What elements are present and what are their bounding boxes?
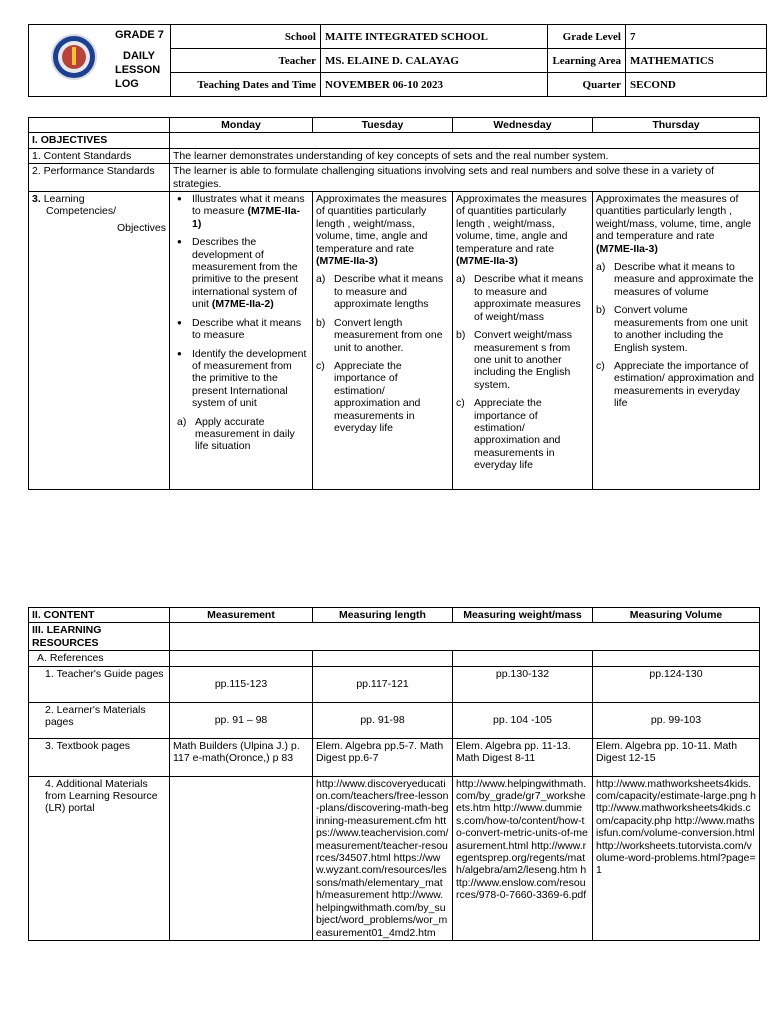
table-cell (170, 776, 313, 940)
topic-tuesday: Measuring length (313, 608, 453, 623)
list-item: b) Convert length measurement from one unit to another. (316, 316, 443, 354)
list-item: ● Illustrates what it means to measure (M7ME-IIa-1) (173, 193, 309, 230)
table-cell: pp. 104 -105 (453, 702, 593, 738)
table-cell: pp. 91 – 98 (170, 702, 313, 738)
objectives-section: I. OBJECTIVES (29, 133, 170, 148)
list-item: a) Describe what it means to measure and approximate measures of weight/mass (456, 273, 584, 323)
learning-area-label: Learning Area (548, 49, 626, 73)
references-label: A. References (29, 651, 170, 666)
table-cell: pp.115-123 (170, 666, 313, 702)
learners-materials-label: 2. Learner's Materials pages (29, 702, 170, 738)
table-cell: Elem. Algebra pp.5-7. Math Digest pp.6-7 (313, 738, 453, 776)
school-value: MAITE INTEGRATED SCHOOL (321, 25, 548, 49)
links-wednesday[interactable]: http://www.helpingwithmath.com/by_grade/gr7_worksheets.htm http://www.dummies.com/how-to/content/how-to-convert-metric-units-of-measurement.html http://www.regentsprep.org/regents/math/algebra/am2/leseng.htm http://www.enslow.com/resources/978-0-7660-3369-6.pdf (453, 776, 593, 940)
header-table (28, 24, 767, 97)
content-standards-text: The learner demonstrates understanding of key concepts of sets and the real number system. (170, 148, 760, 163)
textbook-label: 3. Textbook pages (29, 738, 170, 776)
content-standards-label: 1. Content Standards (29, 148, 170, 163)
teacher-value: MS. ELAINE D. CALAYAG (321, 49, 548, 73)
dates-value: NOVEMBER 06-10 2023 (321, 73, 548, 97)
topic-thursday: Measuring Volume (593, 608, 760, 623)
dates-label: Teaching Dates and Time (171, 73, 321, 97)
links-thursday[interactable]: http://www.mathworksheets4kids.com/capacity/estimate-large.png http://www.mathworksheets4kids.com/capacity.php http://www.mathsisfun.com/volume-conversion.html http://worksheets.tutorvista.com/volume-word-problems.html?page=1 (593, 776, 760, 940)
table-cell: Elem. Algebra pp. 11-13. Math Digest 8-11 (453, 738, 593, 776)
additional-materials-label: 4. Additional Materials from Learning Resource (LR) portal (29, 776, 170, 940)
teacher-label: Teacher (171, 49, 321, 73)
day-header-thursday: Thursday (593, 118, 760, 133)
list-item: a) Describe what it means to measure and approximate the measures of volume (596, 261, 754, 298)
table-cell: Elem. Algebra pp. 10-11. Math Digest 12-15 (593, 738, 760, 776)
thursday-objectives: Approximates the measures of quantities particularly length , weight/mass, volume, time, angle and temperature and rate (M7ME-IIa-3) a) Describe what it means to measure and approximate the measures of volume b) Convert volume measurements from one unit to another including the English system. c) Appreciate the importance of estimation/ approximation and measurements in everyday life (593, 192, 760, 490)
topic-monday: Measurement (170, 608, 313, 623)
table-cell: pp.124-130 (593, 666, 760, 702)
learning-resources-section: III. LEARNING RESOURCES (29, 623, 170, 651)
list-item: ● Describe what it means to measure (173, 317, 309, 342)
list-item: c) Appreciate the importance of estimation/ approximation and measurements in everyday life (596, 359, 755, 410)
grade-level-value: 7 (626, 25, 767, 49)
list-item: a) Describe what it means to measure and approximate lengths (316, 273, 444, 311)
content-section: II. CONTENT (29, 608, 170, 623)
school-label: School (171, 25, 321, 49)
deped-seal-icon (51, 34, 97, 80)
dll-title: DAILY LESSON LOG (115, 50, 161, 90)
day-header-wednesday: Wednesday (453, 118, 593, 133)
list-item: a) Apply accurate measurement in daily life situation (177, 415, 295, 453)
wednesday-objectives: Approximates the measures of quantities particularly length , weight/mass, volume, time, angle and temperature and rate (M7ME-IIa-3) a) Describe what it means to measure and approximate measures of weight/mass b) Convert weight/mass measurement s from one unit to another including the English system. c) Appreciate the importance of estimation/ approximation and measurements in everyday life (453, 192, 593, 490)
list-item: ● Identify the development of measurement from the primitive to the present International system of unit (173, 348, 309, 410)
table-cell: pp.130-132 (453, 666, 593, 702)
quarter-value: SECOND (626, 73, 767, 97)
list-item: c) Appreciate the importance of estimation/ approximation and measurements in everyday life (456, 397, 561, 472)
table-cell: pp. 99-103 (593, 702, 760, 738)
grade-title: GRADE 7 (115, 29, 164, 41)
quarter-label: Quarter (548, 73, 626, 97)
learning-area-value: MATHEMATICS (626, 49, 767, 73)
day-header-monday: Monday (170, 118, 313, 133)
objectives-table (28, 117, 760, 490)
logo-cell (29, 25, 171, 97)
teachers-guide-label: 1. Teacher's Guide pages (29, 666, 170, 702)
list-item: c) Appreciate the importance of estimation/ approximation and measurements in everyday life (316, 359, 421, 434)
performance-standards-label: 2. Performance Standards (29, 164, 170, 192)
competencies-label: 3. Learning Competencies/ Objectives (29, 192, 170, 490)
content-table (28, 607, 760, 941)
tuesday-objectives: Approximates the measures of quantities particularly length , weight/mass, volume, time, angle and temperature and rate (M7ME-IIa-3) a) Describe what it means to measure and approximate lengths b) Convert length measurement from one unit to another. c) Appreciate the importance of estimation/ approximation and measurements in everyday life (313, 192, 453, 490)
table-cell: pp.117-121 (313, 666, 453, 702)
list-item: ● Describes the development of measurement from the primitive to the present international system of unit (M7ME-IIa-2) (173, 236, 309, 310)
links-tuesday[interactable]: http://www.discoveryeducation.com/teachers/free-lesson-plans/discovering-math-beginning-measurement.cfm https://www.teachervision.com/measurement/teacher-resources/34507.html https://www.wyzant.com/resources/lessons/math/elementary_math/measurement http://www.helpingwithmath.com/by_subject/word_problems/wor_measurement01_4md2.htm (313, 776, 453, 940)
performance-standards-text: The learner is able to formulate challenging situations involving sets and real numbers and solve these in a variety of strategies. (170, 164, 760, 192)
monday-objectives (170, 192, 313, 490)
table-cell: pp. 91-98 (313, 702, 453, 738)
list-item: b) Convert weight/mass measurement s from one unit to another including the English system. (456, 329, 573, 391)
list-item: b) Convert volume measurements from one unit to another including the English system. (596, 304, 748, 354)
day-header-tuesday: Tuesday (313, 118, 453, 133)
topic-wednesday: Measuring weight/mass (453, 608, 593, 623)
grade-level-label: Grade Level (548, 25, 626, 49)
table-cell: Math Builders (Ulpina J.) p. 117 e-math(Oronce,) p 83 (170, 738, 313, 776)
